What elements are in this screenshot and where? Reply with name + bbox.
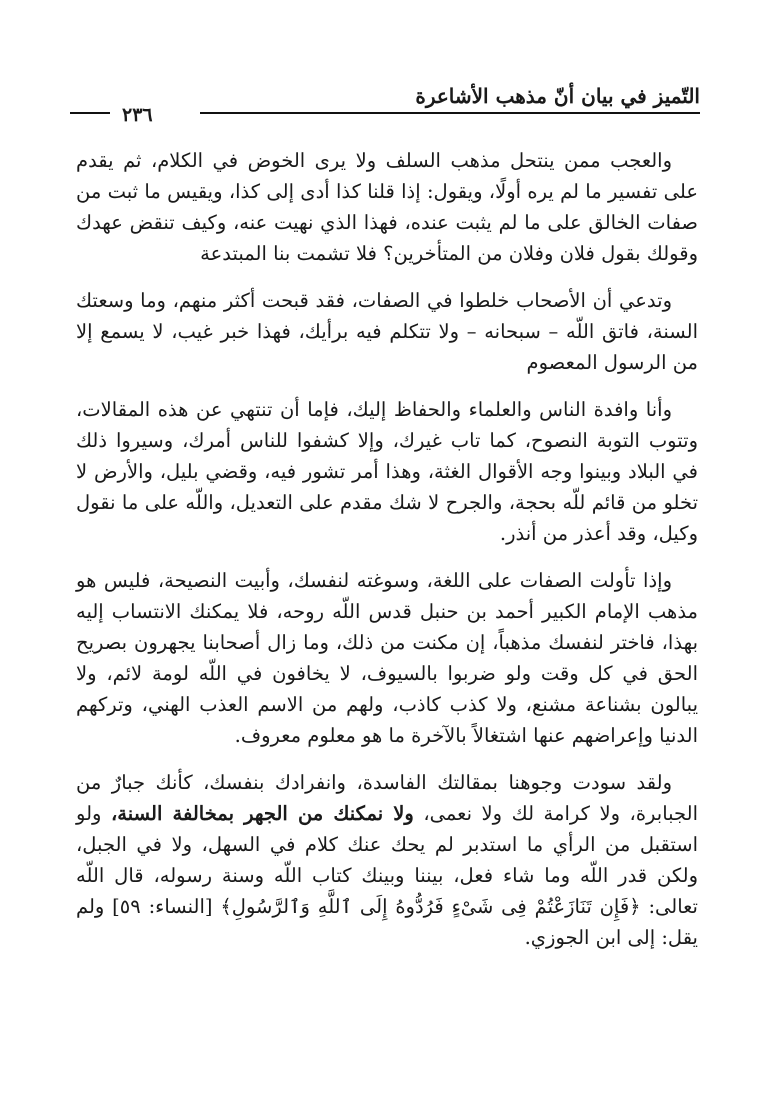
page-number: ٢٣٦ (122, 104, 153, 126)
paragraph-3: وأنا وافدة الناس والعلماء والحفاظ إليك، فإما أن تنتهي عن هذه المقالات، وتتوب التوبة النصوح، كما تاب غيرك، وإلا كشفوا للناس أمرك، وسيروا ذلك في البلاد وبينوا وجه الأقوال الغثة، وهذا أمر تشور فيه، وقضي بليل، والأرض لا تخلو من قائم للّه بحجة، والجرح لا شك مقدم على التعديل، واللّه على ما نقول وكيل، وقد أعذر من أنذر. (76, 398, 698, 545)
paragraph-5-start: ولقد سودت وجوهنا بمقالتك الفاسدة، وانفرادك بنفسك، كأنك جبارٌ من الجبابرة، ولا كرامة لك ولا نعمى، (76, 771, 698, 825)
paragraph-5 (76, 767, 698, 953)
body-text (76, 145, 698, 969)
page-header (70, 80, 700, 128)
header-rule-right (200, 112, 700, 114)
running-title: التّميز في بيان أنّ مذهب الأشاعرة (415, 84, 700, 108)
header-rule-left (70, 112, 110, 114)
bold-emphasis: ولا نمكنك من الجهر بمخالفة السنة، (110, 802, 414, 825)
paragraph-4: وإذا تأولت الصفات على اللغة، وسوغته لنفسك، وأبيت النصيحة، فليس هو مذهب الإمام الكبير أحمد بن حنبل قدس اللّه روحه، فلا يمكنك الانتساب إليه بهذا، فاختر لنفسك مذهباً، إن مكنت من ذلك، وما زال أصحابنا يجهرون بصريح الحق في كل وقت ولو ضربوا بالسيوف، لا يخافون في اللّه لومة لائم، ولا يبالون بشناعة مشنع، ولا كذب كاذب، ولهم من الاسم العذب الهني، وتركهم الدنيا وإعراضهم عنها اشتغالاً بالآخرة ما هو معلوم معروف. (76, 569, 698, 747)
paragraph-2: وتدعي أن الأصحاب خلطوا في الصفات، فقد قبحت أكثر منهم، وما وسعتك السنة، فاتق اللّه – سبحانه – ولا تتكلم فيه برأيك، فهذا خبر غيب، لا يسمع إلا من الرسول المعصوم (76, 289, 698, 374)
paragraph-5-end: ولو استقبل من الرأي ما استدبر لم يحك عنك كلام في السهل، ولا في الجبل، ولكن قدر اللّه وما شاء فعل، بيننا وبينك كتاب اللّه وسنة رسوله، قال اللّه تعالى: ﴿فَإِن تَنَازَعْتُمْ فِى شَىْءٍ فَرُدُّوهُ إِلَى ٱللَّهِ وَٱلرَّسُولِ﴾ [النساء: ٥٩] ولم يقل: إلى ابن الجوزي. (76, 802, 698, 949)
paragraph-1: والعجب ممن ينتحل مذهب السلف ولا يرى الخوض في الكلام، ثم يقدم على تفسير ما لم يره أولًا، ويقول: إذا قلنا كذا أدى إلى كذا، ويقيس ما ثبت من صفات الخالق على ما لم يثبت عنده، فهذا الذي نهيت عنه، وكيف تنقض عهدك وقولك بقول فلان وفلان من المتأخرين؟ فلا تشمت بنا المبتدعة (76, 149, 698, 265)
